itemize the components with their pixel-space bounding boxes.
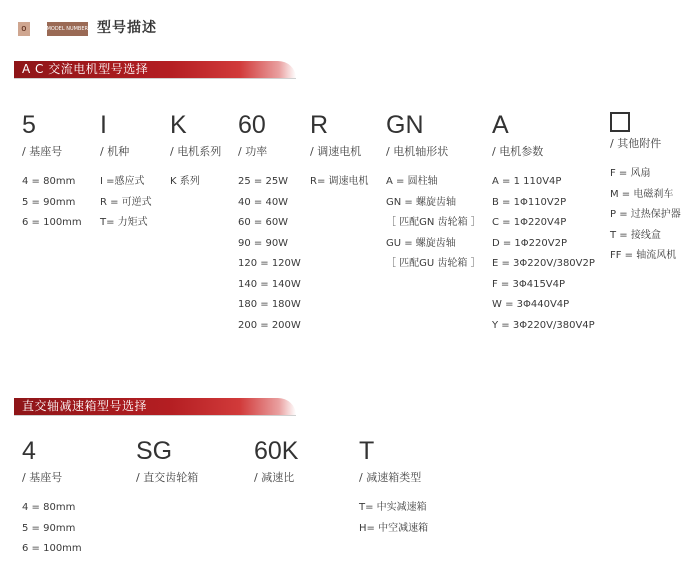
code-column <box>22 110 82 234</box>
code-label: / 电机系列 <box>170 145 222 158</box>
logo-text: MODEL NUMBER <box>46 26 88 32</box>
option-list <box>386 172 481 275</box>
code-value: R <box>310 111 329 139</box>
option-item: 200 = 200W <box>238 319 301 331</box>
option-item: GN = 螺旋齿轴 <box>386 196 456 208</box>
code-label: / 功率 <box>238 145 268 158</box>
option-item: B = 1Φ110V2P <box>492 196 567 208</box>
gearbox-section-banner: 直交轴减速箱型号选择 <box>14 398 296 415</box>
code-value: GN <box>386 111 424 139</box>
code-label: / 基座号 <box>22 145 63 158</box>
option-item: ［ 匹配GN 齿轮箱 ］ <box>386 217 481 228</box>
code-column <box>136 436 198 498</box>
code-column <box>22 436 82 560</box>
code-value: I <box>100 111 107 139</box>
code-label: / 机种 <box>100 145 130 158</box>
code-column <box>359 436 428 539</box>
code-column <box>170 110 221 193</box>
option-item: C = 1Φ220V4P <box>492 217 567 228</box>
code-label: / 基座号 <box>22 471 63 484</box>
option-item: R= 调速电机 <box>310 176 369 187</box>
code-value: T <box>359 437 375 465</box>
code-label: / 电机轴形状 <box>386 145 449 158</box>
option-item: R = 可逆式 <box>100 196 152 208</box>
option-item: A = 圆柱轴 <box>386 176 438 187</box>
option-item: K 系列 <box>170 176 200 187</box>
page-title: 型号描述 <box>97 20 157 36</box>
code-column <box>238 110 301 336</box>
code-column <box>492 110 595 336</box>
option-item: 6 = 100mm <box>22 543 82 554</box>
option-item: 40 = 40W <box>238 196 289 208</box>
option-list <box>170 172 221 193</box>
option-list <box>100 172 152 234</box>
code-label: / 直交齿轮箱 <box>136 471 199 484</box>
option-item: 25 = 25W <box>238 176 289 187</box>
option-item: 4 = 80mm <box>22 176 76 187</box>
option-item: F = 3Φ415V4P <box>492 278 566 290</box>
code-label: / 减速比 <box>254 471 295 484</box>
option-item: 4 = 80mm <box>22 502 76 513</box>
banner-underline <box>14 78 296 79</box>
option-item: D = 1Φ220V2P <box>492 237 567 249</box>
option-item: T= 力矩式 <box>100 217 148 228</box>
motor-section-banner: A C 交流电机型号选择 <box>14 61 296 78</box>
option-list <box>238 172 301 336</box>
code-column <box>254 436 298 498</box>
code-label: / 其他附件 <box>610 137 662 150</box>
option-item: 140 = 140W <box>238 278 301 290</box>
option-list <box>359 498 428 539</box>
code-value: K <box>170 111 187 139</box>
option-list <box>22 498 82 560</box>
option-item: P = 过热保护器 <box>610 209 681 220</box>
brand-logo <box>18 22 88 36</box>
code-value: 60K <box>254 437 299 465</box>
option-item: T = 接线盒 <box>610 229 661 241</box>
code-column <box>610 110 681 267</box>
code-column <box>386 110 481 275</box>
banner-underline <box>14 415 296 416</box>
option-list <box>492 172 595 336</box>
option-item: H= 中空减速箱 <box>359 522 429 534</box>
option-item: I =感应式 <box>100 176 145 187</box>
option-list <box>310 172 369 193</box>
option-item: T= 中实减速箱 <box>359 502 427 513</box>
option-item: 60 = 60W <box>238 217 289 228</box>
code-value: 5 <box>22 111 36 139</box>
option-item: GU = 螺旋齿轴 <box>386 237 456 249</box>
option-item: 90 = 90W <box>238 237 289 249</box>
option-item: FF = 轴流风机 <box>610 250 677 261</box>
option-list <box>22 172 82 234</box>
logo-emblem: o <box>18 22 30 36</box>
option-item: 5 = 90mm <box>22 522 76 534</box>
code-column <box>310 110 369 193</box>
option-item: E = 3Φ220V/380V2P <box>492 258 595 269</box>
option-item: 180 = 180W <box>238 299 301 310</box>
option-item: A = 1 110V4P <box>492 176 562 187</box>
code-value: A <box>492 111 509 139</box>
option-item: M = 电磁刹车 <box>610 188 674 200</box>
code-label: / 电机参数 <box>492 145 544 158</box>
option-item: W = 3Φ440V4P <box>492 299 570 310</box>
code-value: SG <box>136 437 173 465</box>
empty-box-icon <box>610 112 630 132</box>
code-value: 4 <box>22 437 36 465</box>
option-item: 6 = 100mm <box>22 217 82 228</box>
code-label: / 调速电机 <box>310 145 362 158</box>
option-item: ［ 匹配GU 齿轮箱 ］ <box>386 258 481 269</box>
option-item: F = 风扇 <box>610 168 651 179</box>
code-value: 60 <box>238 111 266 139</box>
option-item: Y = 3Φ220V/380V4P <box>492 319 595 331</box>
option-item: 5 = 90mm <box>22 196 76 208</box>
code-column <box>100 110 152 234</box>
option-list <box>610 164 681 267</box>
option-item: 120 = 120W <box>238 258 301 269</box>
code-label: / 减速箱类型 <box>359 471 422 484</box>
